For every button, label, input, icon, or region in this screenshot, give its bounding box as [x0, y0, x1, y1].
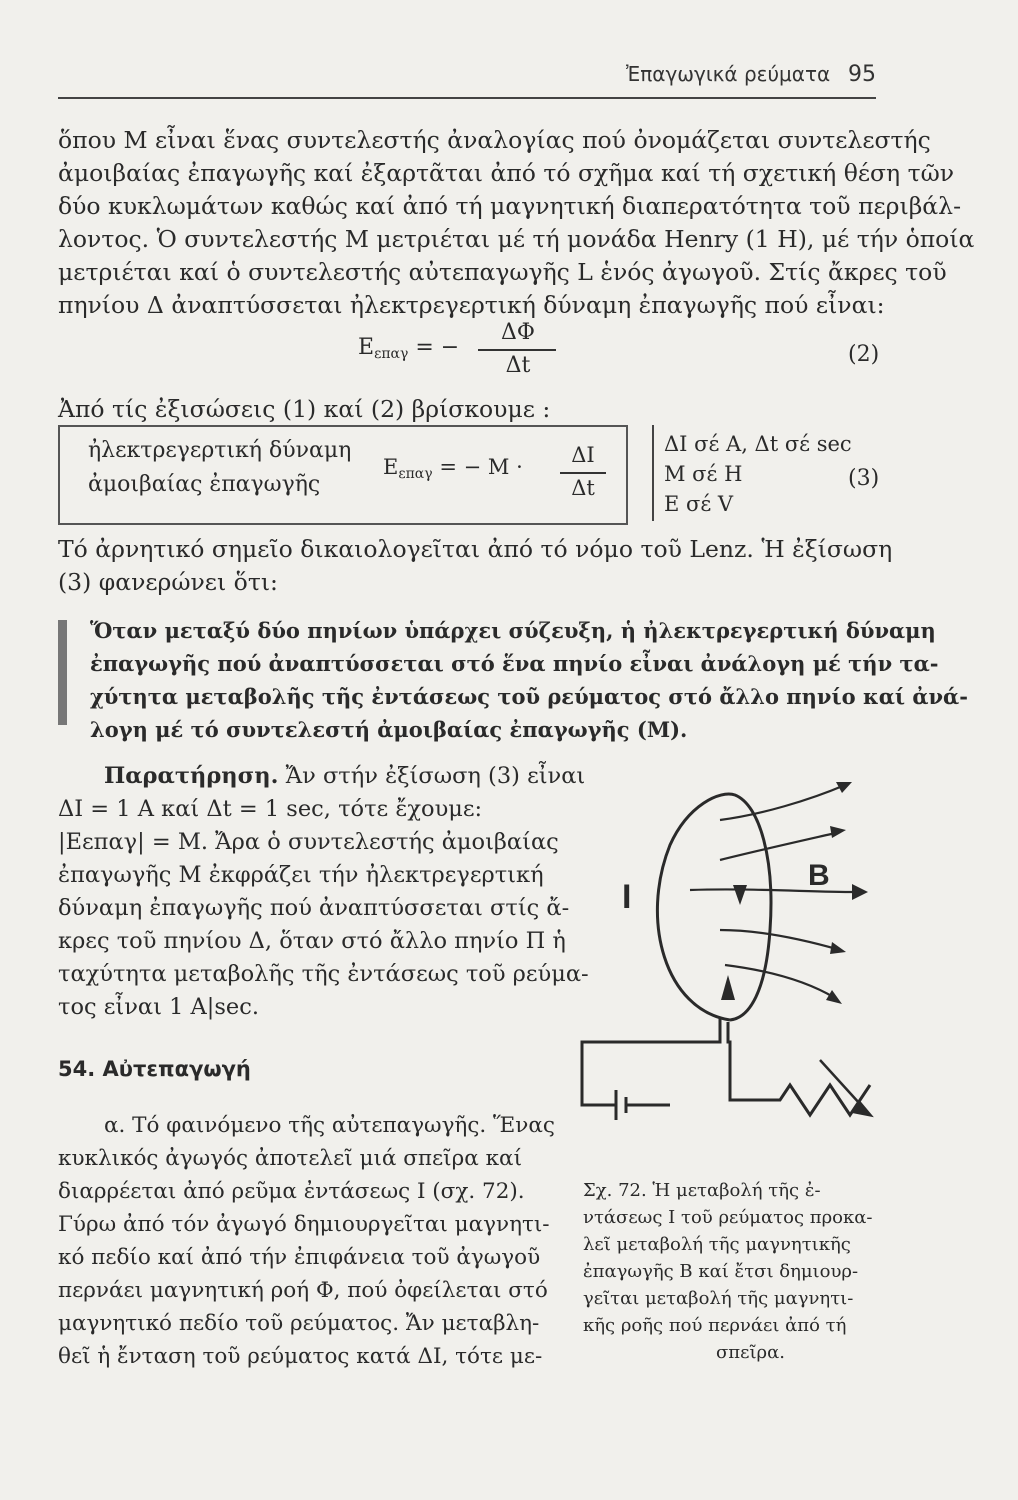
- units-bracket: [652, 425, 654, 521]
- remark-first: Ἄν στήν ἐξίσωση (3) εἶναι: [285, 763, 586, 789]
- current-arrow-icon: [721, 975, 735, 1000]
- current-label-I: I: [622, 878, 632, 916]
- text-line: διαρρέεται ἀπό ρεῦμα ἐντάσεως I (σχ. 72).: [58, 1179, 525, 1204]
- eq3-units-1: ΔI σέ A, Δt σέ sec: [664, 432, 852, 456]
- eq2-lhs: E: [358, 335, 375, 360]
- text-line: |Eεπαγ| = M. Ἄρα ὁ συντελεστής ἀμοιβαίας: [58, 829, 559, 855]
- text-line: κυκλικός ἀγωγός ἀποτελεῖ μιά σπεῖρα καί: [58, 1146, 522, 1171]
- eq2-numerator: ΔΦ: [501, 320, 535, 345]
- page-number: 95: [848, 62, 876, 87]
- equation-2: [358, 335, 459, 362]
- text-line: λοντος. Ὁ συντελεστής M μετριέται μέ τή μονάδα Henry (1 H), μέ τήν ὁποία: [58, 225, 975, 253]
- running-header-title: Ἐπαγωγικά ρεύματα: [626, 62, 831, 86]
- remark-title: Παρατήρηση.: [104, 763, 279, 789]
- law-line: λογη μέ τό συντελεστή ἀμοιβαίας ἐπαγωγῆς (M).: [90, 717, 688, 742]
- current-arrow-icon: [733, 885, 747, 905]
- battery-icon: [582, 1090, 670, 1120]
- text-line: πηνίου Δ ἀναπτύσσεται ἠλεκτρεγερτική δύναμη ἐπαγωγῆς πού εἶναι:: [58, 291, 885, 319]
- field-label-B: B: [808, 859, 830, 892]
- text-line: κρες τοῦ πηνίου Δ, ὅταν στό ἄλλο πηνίο Π ἡ: [58, 928, 566, 954]
- circuit-wire: [582, 1018, 720, 1105]
- figure-72-coil-diagram: [570, 760, 880, 1170]
- law-line: Ὅταν μεταξύ δύο πηνίων ὑπάρχει σύζευξη, ἡ ἠλεκτρεγερτική δύναμη: [90, 618, 936, 643]
- eq2-label: (2): [848, 342, 880, 367]
- text-line: Ἀπό τίς ἐξισώσεις (1) καί (2) βρίσκουμε :: [58, 395, 551, 423]
- eq3-lhs: E: [383, 455, 399, 479]
- text-line: μετριέται καί ὁ συντελεστής αὐτεπαγωγῆς L ἑνός ἀγωγοῦ. Στίς ἄκρες τοῦ: [58, 258, 947, 286]
- eq2-equals: =: [415, 335, 434, 360]
- coil-loop: [657, 794, 771, 1020]
- eq3-name-line1: ἠλεκτρεγερτική δύναμη: [88, 438, 352, 463]
- law-line: χύτητα μεταβολῆς τῆς ἐντάσεως τοῦ ρεύματος στό ἄλλο πηνίο καί ἀνά-: [90, 684, 968, 709]
- caption-line: γεῖται μεταβολή τῆς μαγνητι-: [583, 1288, 854, 1309]
- text-line: Τό ἀρνητικό σημεῖο δικαιολογεῖται ἀπό τό νόμο τοῦ Lenz. Ἡ ἐξίσωση: [58, 535, 893, 563]
- circuit-wire: [728, 1022, 770, 1100]
- caption-line: ἐπαγωγῆς B καί ἔτσι δημιουρ-: [583, 1261, 859, 1282]
- text-line: κό πεδίο καί ἀπό τήν ἐπιφάνεια τοῦ ἀγωγοῦ: [58, 1245, 541, 1270]
- law-line: ἐπαγωγῆς πού ἀναπτύσσεται στό ἕνα πηνίο εἶναι ἀνάλογη μέ τήν τα-: [90, 651, 939, 676]
- caption-line: ντάσεως I τοῦ ρεύματος προκα-: [583, 1207, 873, 1228]
- section-title: 54. Αὐτεπαγωγή: [58, 1057, 251, 1081]
- eq3-minus: −: [463, 455, 482, 479]
- equation-3: [383, 455, 523, 482]
- eq3-label: (3): [848, 466, 880, 491]
- eq2-denominator: Δt: [505, 353, 531, 378]
- text-line: δύναμη ἐπαγωγῆς πού ἀναπτύσσεται στίς ἄ-: [58, 895, 570, 921]
- text-line: τος εἶναι 1 A|sec.: [58, 994, 259, 1020]
- text-line: μαγνητικό πεδίο τοῦ ρεύματος. Ἄν μεταβλη-: [58, 1311, 540, 1336]
- remark-first-line: [104, 763, 604, 789]
- eq3-fraction-bar: [560, 472, 606, 474]
- caption-line: Σχ. 72. Ἡ μεταβολή τῆς ἐ-: [583, 1180, 821, 1201]
- eq3-units-2: M σέ H: [664, 462, 743, 486]
- field-lines: [690, 785, 855, 998]
- eq3-denominator: Δt: [571, 476, 595, 500]
- eq3-M: M ·: [487, 455, 523, 479]
- caption-line: λεῖ μεταβολή τῆς μαγνητικῆς: [583, 1234, 851, 1255]
- text-line: δύο κυκλωμάτων καθώς καί ἀπό τή μαγνητική διαπερατότητα τοῦ περιβάλ-: [58, 192, 962, 220]
- caption-line: σπεῖρα.: [716, 1342, 785, 1363]
- eq3-lhs-sub: επαγ: [398, 466, 433, 482]
- text-line: Γύρω ἀπό τόν ἀγωγό δημιουργεῖται μαγνητι-: [58, 1212, 550, 1237]
- law-sidebar-marker: [58, 620, 67, 725]
- header-rule: [58, 97, 876, 99]
- caption-line: κῆς ροῆς πού περνάει ἀπό τή: [583, 1315, 847, 1336]
- text-line: περνάει μαγνητική ροή Φ, πού ὀφείλεται στό: [58, 1278, 548, 1303]
- text-line: θεῖ ἡ ἔνταση τοῦ ρεύματος κατά ΔI, τότε με-: [58, 1344, 543, 1369]
- eq2-lhs-sub: επαγ: [374, 346, 409, 362]
- text-line: ὅπου M εἶναι ἕνας συντελεστής ἀναλογίας πού ὀνομάζεται συντελεστής: [58, 126, 931, 154]
- eq3-name-line2: ἀμοιβαίας ἐπαγωγῆς: [88, 472, 321, 497]
- eq3-units-3: E σέ V: [664, 492, 734, 516]
- text-line: ταχύτητα μεταβολῆς τῆς ἐντάσεως τοῦ ρεύμα-: [58, 961, 589, 987]
- eq2-minus: −: [440, 335, 460, 360]
- eq2-fraction-bar: [478, 349, 556, 351]
- text-line: ἀμοιβαίας ἐπαγωγῆς καί ἐξαρτᾶται ἀπό τό σχῆμα καί τή σχετική θέση τῶν: [58, 159, 955, 187]
- text-line: (3) φανερώνει ὅτι:: [58, 568, 278, 596]
- rheostat-icon: [770, 1060, 870, 1115]
- text-line: α. Τό φαινόμενο τῆς αὐτεπαγωγῆς. Ἕνας: [104, 1113, 555, 1138]
- text-line: ἐπαγωγῆς M ἐκφράζει τήν ἠλεκτρεγερτική: [58, 862, 544, 888]
- eq3-equals: =: [439, 455, 457, 479]
- text-line: ΔI = 1 A καί Δt = 1 sec, τότε ἔχουμε:: [58, 796, 483, 822]
- eq3-numerator: ΔI: [571, 443, 595, 467]
